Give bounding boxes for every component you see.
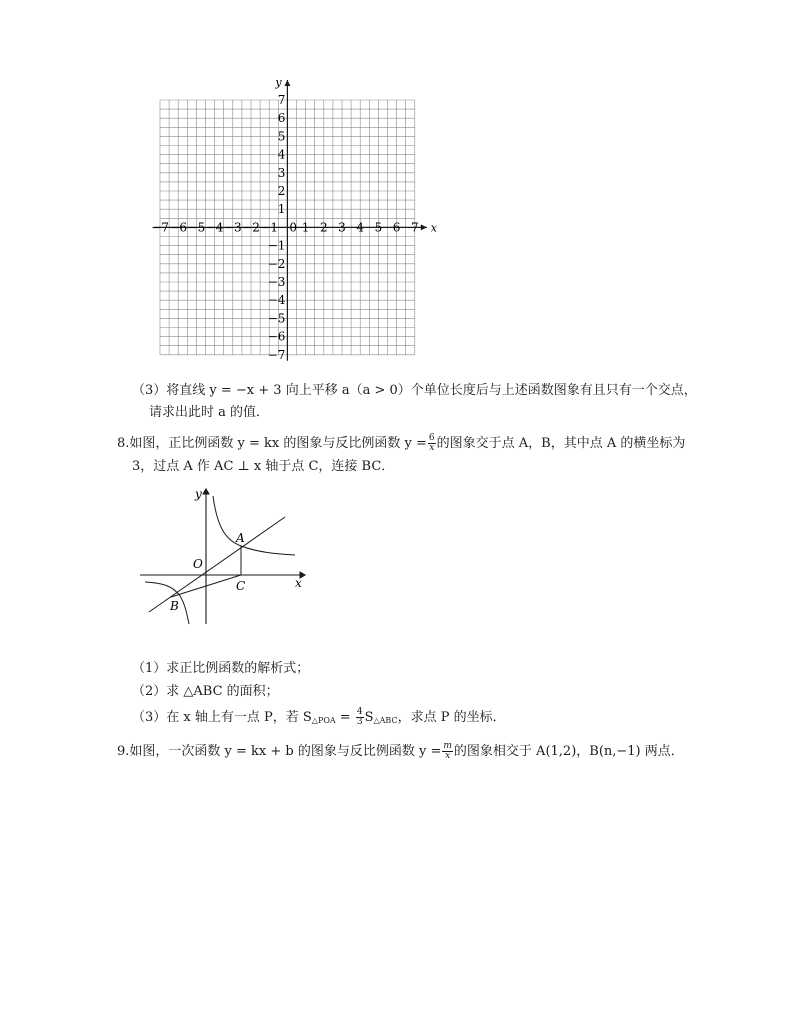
q8-line-y-kx bbox=[149, 517, 285, 612]
q8-line1 bbox=[117, 434, 685, 453]
y-axis-label: y bbox=[275, 76, 282, 89]
y-tick-label: −1 bbox=[267, 238, 286, 253]
y-tick-label: 7 bbox=[277, 93, 286, 107]
q8-part3-fraction bbox=[356, 708, 364, 727]
origin-label: 0 bbox=[289, 220, 298, 235]
x-tick-label: −5 bbox=[187, 220, 206, 235]
y-tick-label: −6 bbox=[267, 329, 286, 344]
y-tick-label: 4 bbox=[277, 147, 286, 162]
q8-label-c: C bbox=[236, 579, 246, 593]
x-tick-label: −1 bbox=[260, 220, 279, 235]
q8-part3-frac-num: 4 bbox=[356, 707, 363, 717]
y-tick-label: −2 bbox=[267, 256, 286, 271]
q8-part3-text-a: （3）在 x 轴上有一点 P，若 S bbox=[132, 710, 312, 725]
q8-part3-eq: = bbox=[335, 710, 355, 725]
q9-text-a: 如图，一次函数 y = kx + b 的图象与反比例函数 y = bbox=[129, 744, 442, 759]
q8-label-o: O bbox=[193, 557, 203, 571]
q8-hyperbola-branch-1 bbox=[213, 496, 295, 555]
q8-frac-num: 6 bbox=[428, 433, 435, 443]
q9-number: 9. bbox=[117, 744, 130, 759]
q8-fraction bbox=[428, 434, 436, 453]
q8-label-x: x bbox=[295, 576, 302, 590]
q9-fraction bbox=[442, 742, 453, 761]
q8-frac-den: x bbox=[429, 443, 435, 453]
q9-text-b: 的图象相交于 A(1,2)，B(n,−1) 两点． bbox=[453, 744, 684, 759]
x-tick-label: 3 bbox=[338, 220, 346, 235]
q8-text-b: 的图象交于点 A，B，其中点 A 的横坐标为 bbox=[436, 436, 686, 451]
y-tick-label: −4 bbox=[267, 293, 286, 308]
x-tick-label: −7 bbox=[151, 220, 169, 235]
x-tick-label: −3 bbox=[223, 220, 242, 235]
y-tick-label: 5 bbox=[277, 129, 286, 144]
y-tick-label: −5 bbox=[267, 311, 286, 326]
coordinate-grid-figure bbox=[140, 72, 440, 377]
q9-frac-den: x bbox=[445, 751, 451, 761]
y-tick-label: −3 bbox=[267, 275, 286, 289]
q8-part3-sub2: △ABC bbox=[373, 716, 398, 725]
q8-part3-s: S bbox=[364, 710, 374, 725]
q8-part3-frac-den: 3 bbox=[356, 717, 363, 727]
q8-part3-text-b: ，求点 P 的坐标． bbox=[397, 710, 506, 725]
y-tick-label: −7 bbox=[267, 347, 286, 362]
x-tick-label: 6 bbox=[392, 220, 401, 235]
q8-text-a: 如图，正比例函数 y = kx 的图象与反比例函数 y = bbox=[129, 436, 427, 451]
q8-label-a: A bbox=[236, 531, 245, 545]
x-tick-label: 4 bbox=[356, 220, 365, 235]
y-tick-label: 1 bbox=[277, 202, 286, 217]
x-tick-label: −2 bbox=[242, 220, 260, 235]
y-tick-label: 6 bbox=[277, 111, 286, 126]
y-tick-label: 3 bbox=[277, 165, 286, 180]
q7-part3-line2: 请求出此时 a 的值． bbox=[149, 405, 270, 420]
x-axis-arrow bbox=[421, 224, 427, 230]
x-tick-label: 7 bbox=[410, 220, 419, 235]
y-axis-arrow bbox=[284, 80, 290, 86]
q8-part3 bbox=[132, 708, 506, 730]
x-tick-label: 2 bbox=[319, 220, 328, 235]
x-axis-label: x bbox=[430, 221, 438, 235]
q8-part2: （2）求 △ABC 的面积； bbox=[132, 684, 279, 699]
q8-label-b: B bbox=[170, 599, 179, 613]
x-tick-label: −6 bbox=[169, 220, 188, 235]
q7-part3-line1: （3）将直线 y = −x + 3 向上平移 a（a > 0）个单位长度后与上述函数图象有且只有一个交点， bbox=[132, 383, 697, 398]
q8-label-y: y bbox=[195, 487, 202, 501]
q9-line1 bbox=[117, 742, 684, 761]
q8-figure bbox=[135, 484, 310, 629]
q8-part1: （1）求正比例函数的解析式； bbox=[132, 661, 310, 676]
q8-number: 8. bbox=[117, 436, 130, 451]
q9-frac-num: m bbox=[443, 741, 452, 751]
x-tick-label: 1 bbox=[301, 220, 310, 235]
q8-line2: 3，过点 A 作 AC ⊥ x 轴于点 C，连接 BC． bbox=[132, 459, 395, 474]
x-tick-label: 5 bbox=[374, 220, 383, 235]
y-tick-label: 2 bbox=[277, 184, 286, 198]
q8-part3-sub1: △POA bbox=[311, 716, 336, 725]
x-tick-label: −4 bbox=[205, 220, 224, 235]
